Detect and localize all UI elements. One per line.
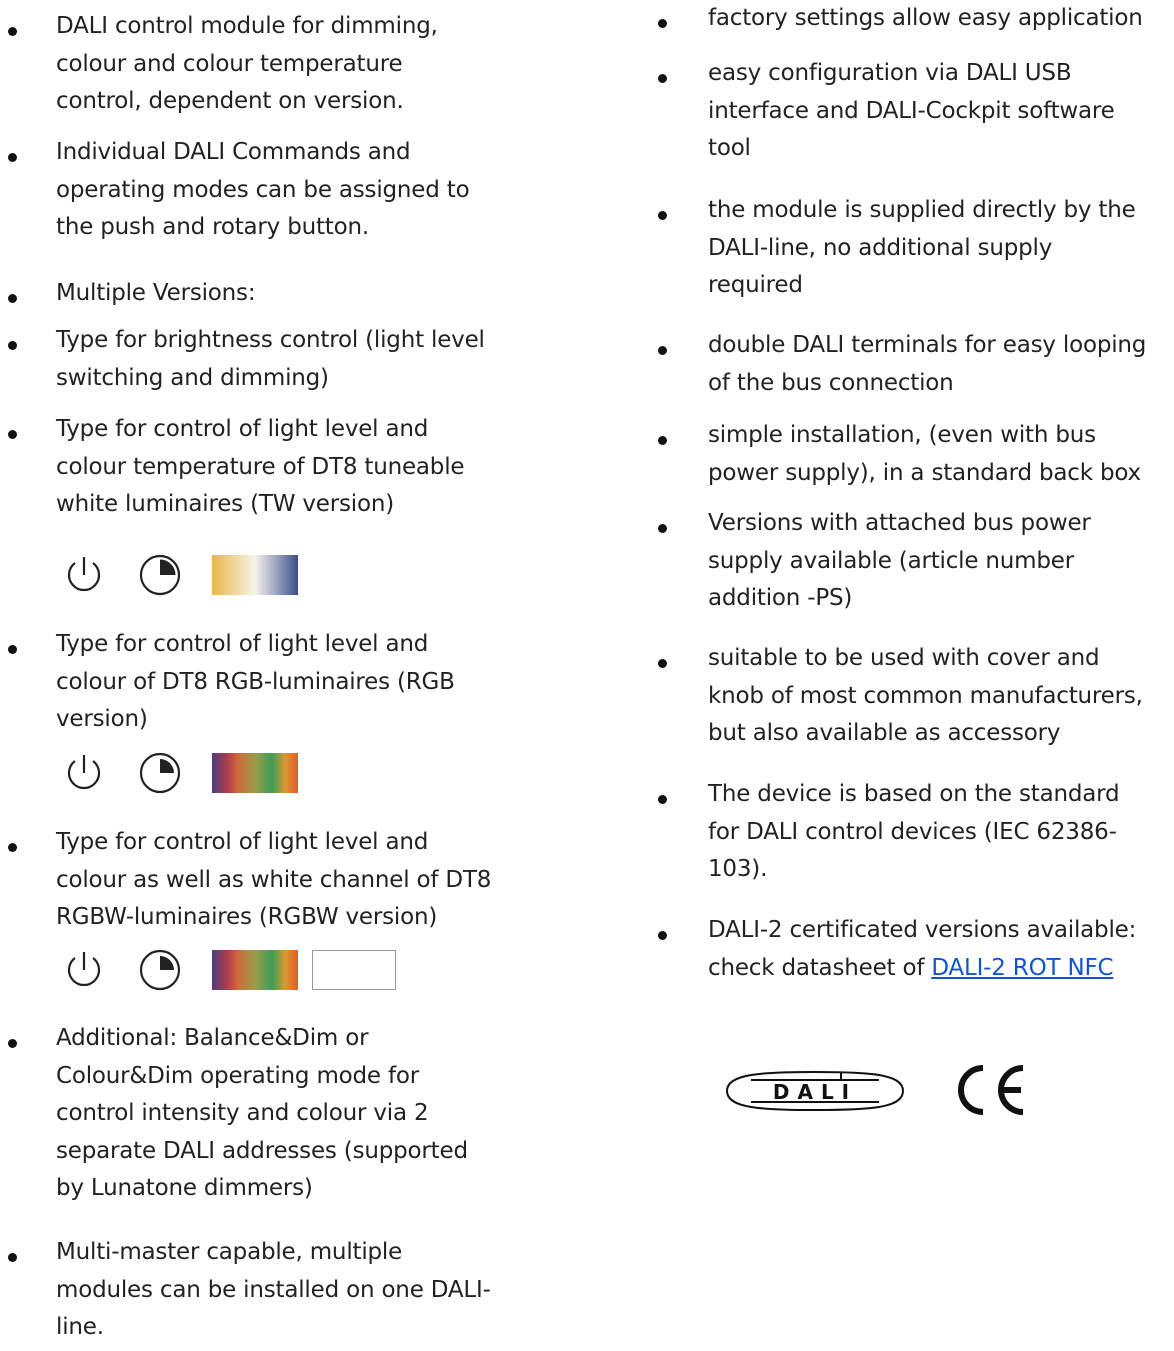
bullet-text: suitable to be used with cover and knob of most common manufacturers, but also available as accessory bbox=[708, 645, 1143, 746]
bullet-icon bbox=[658, 211, 667, 220]
dial-icon bbox=[138, 553, 182, 597]
bullet-text: factory settings allow easy application bbox=[708, 5, 1143, 31]
bullet-text: Type for control of light level and colour of DT8 RGB-luminaires (RGB version) bbox=[56, 631, 455, 732]
tw-icon-row bbox=[62, 553, 302, 605]
bullet-icon bbox=[658, 74, 667, 83]
dial-icon bbox=[138, 948, 182, 992]
bullet-text: double DALI terminals for easy looping of the bus connection bbox=[708, 332, 1147, 396]
bullet-icon bbox=[658, 346, 667, 355]
bullet-icon bbox=[8, 27, 17, 36]
bullet-icon bbox=[8, 645, 17, 654]
bullet-text: Type for control of light level and colour temperature of DT8 tuneable white luminaires (TW version) bbox=[56, 416, 465, 517]
datasheet-link[interactable]: DALI-2 ROT NFC bbox=[931, 954, 1114, 981]
bullet-icon bbox=[658, 19, 667, 28]
bullet-icon bbox=[658, 659, 667, 668]
rgb-icon-row bbox=[62, 751, 302, 803]
bullet-icon bbox=[8, 1039, 17, 1048]
bullet-text: Type for brightness control (light level switching and dimming) bbox=[56, 327, 485, 391]
bullet-text bbox=[708, 912, 1174, 987]
bullet-text: Additional: Balance&Dim or Colour&Dim operating mode for control intensity and colour via 2 separate DALI addresses (supported by Lunatone dimmers) bbox=[56, 1025, 468, 1201]
bullet-text: the module is supplied directly by the DALI-line, no additional supply required bbox=[708, 197, 1136, 298]
certification-text: DALI-2 certificated versions available: check datasheet of bbox=[708, 917, 1137, 981]
dial-icon bbox=[138, 751, 182, 795]
tw-gradient bbox=[212, 555, 298, 595]
bullet-text: DALI control module for dimming, colour and colour temperature control, dependent on version. bbox=[56, 13, 438, 114]
bullet-text: Type for control of light level and colour as well as white channel of DT8 RGBW-luminaires (RGBW version) bbox=[56, 829, 492, 930]
ce-mark bbox=[945, 1060, 1035, 1120]
bullet-text: simple installation, (even with bus power supply), in a standard back box bbox=[708, 422, 1141, 486]
bullet-icon bbox=[8, 430, 17, 439]
white-channel bbox=[312, 950, 396, 990]
bullet-icon bbox=[658, 795, 667, 804]
bullet-icon bbox=[658, 436, 667, 445]
rgbw-icon-row bbox=[62, 948, 402, 1000]
bullet-text: Versions with attached bus power supply available (article number addition -PS) bbox=[708, 510, 1091, 611]
bullet-icon bbox=[8, 843, 17, 852]
dali-logo bbox=[715, 1066, 915, 1116]
power-icon bbox=[62, 553, 106, 597]
bullet-text: Multiple Versions: bbox=[56, 280, 256, 306]
dali-logo-text: DALI bbox=[772, 1080, 858, 1104]
bullet-icon bbox=[8, 1253, 17, 1262]
rgb-gradient bbox=[212, 753, 298, 793]
power-icon bbox=[62, 751, 106, 795]
bullet-icon bbox=[658, 524, 667, 533]
rgb-gradient bbox=[212, 950, 298, 990]
bullet-icon bbox=[8, 153, 17, 162]
bullet-text: Multi-master capable, multiple modules can be installed on one DALI- line. bbox=[56, 1239, 491, 1340]
bullet-text: easy configuration via DALI USB interface and DALI-Cockpit software tool bbox=[708, 60, 1115, 161]
bullet-icon bbox=[8, 294, 17, 303]
bullet-text: The device is based on the standard for DALI control devices (IEC 62386- 103). bbox=[708, 781, 1120, 882]
power-icon bbox=[62, 948, 106, 992]
bullet-icon bbox=[8, 341, 17, 350]
bullet-text: Individual DALI Commands and operating modes can be assigned to the push and rotary button. bbox=[56, 139, 470, 240]
bullet-icon bbox=[658, 931, 667, 940]
